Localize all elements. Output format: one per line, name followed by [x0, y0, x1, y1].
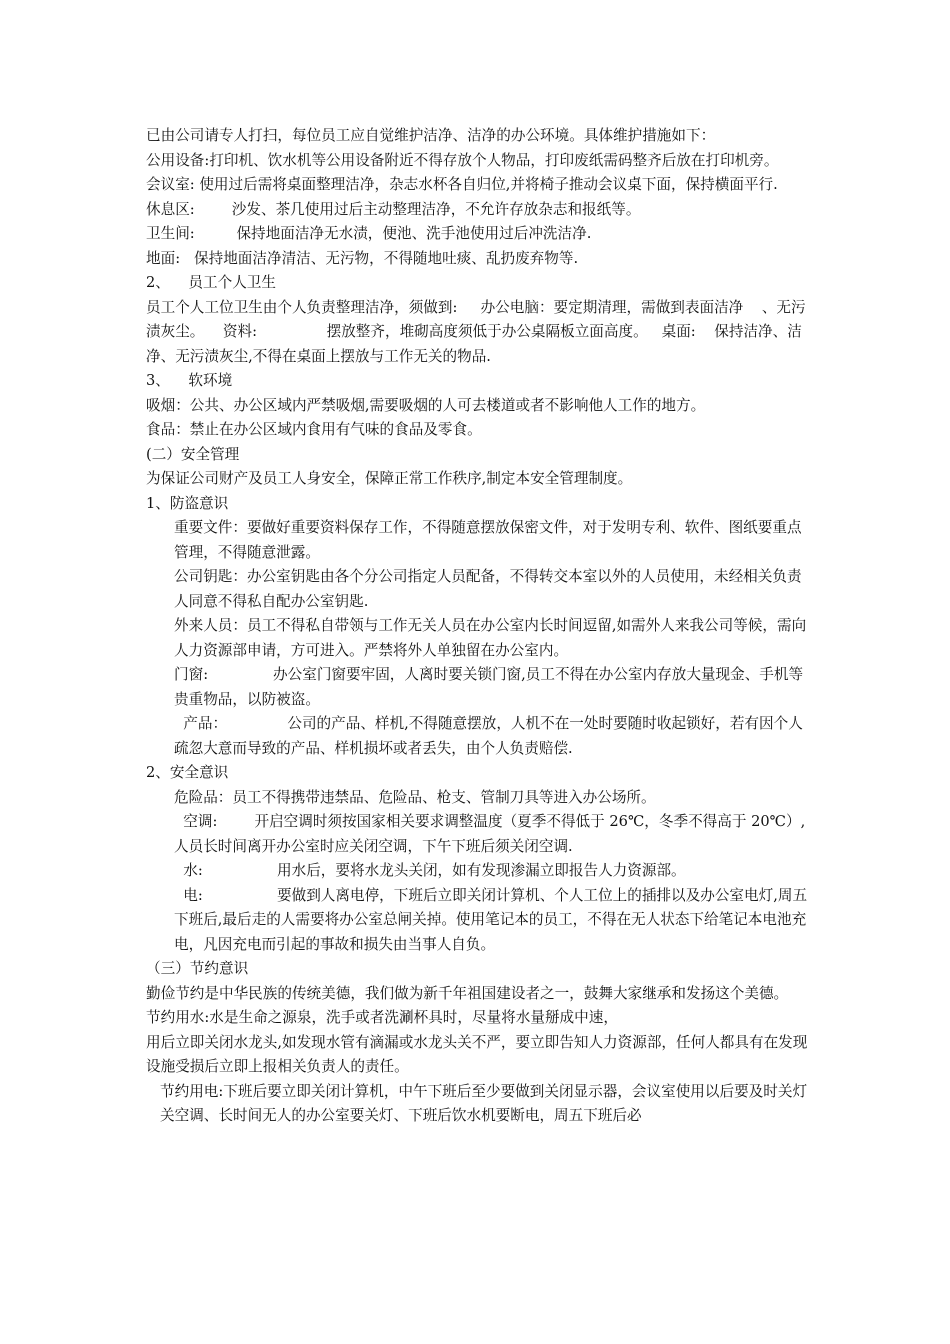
paragraph: 空调: 开启空调时须按国家相关要求调整温度（夏季不得低于 26℃，冬季不得高于 20℃）,人员长时间离开办公室时应关闭空调，下午下班后须关闭空调. [174, 813, 806, 855]
paragraph: 危险品：员工不得携带违禁品、危险品、枪支、管制刀具等进入办公场所。 [174, 788, 656, 806]
document-body [146, 124, 811, 1129]
paragraph: 用后立即关闭水龙头,如发现水管有滴漏或水龙头关不严，要立即告知人力资源部，任何人都具有在发现设施受损后立即上报相关负责人的责任。 [146, 1033, 808, 1075]
paragraph: 水: 用水后，要将水龙头关闭，如有发现渗漏立即报告人力资源部。 [174, 862, 686, 879]
paragraph: 勤俭节约是中华民族的传统美德，我们做为新千年祖国建设者之一，鼓舞大家继承和发扬这个美德。 [146, 984, 789, 1002]
paragraph: 门窗: 办公室门窗要牢固，人离时要关锁门窗,员工不得在办公室内存放大量现金、手机等贵重物品，以防被盗。 [174, 666, 804, 708]
paragraph: 食品：禁止在办公区域内食用有气味的食品及零食。 [146, 421, 482, 438]
paragraph: 地面: 保持地面洁净清洁、无污物，不得随地吐痰、乱扔废弃物等. [146, 249, 579, 267]
paragraph: 会议室: 使用过后需将桌面整理洁净，杂志水杯各自归位,并将椅子推动会议桌下面，保持横面平行. [146, 176, 778, 193]
section-heading: 3、 软环境 [146, 372, 233, 389]
paragraph: 节约用电:下班后要立即关闭计算机，中午下班后至少要做到关闭显示器，会议室使用以后要及时关灯关空调、长时间无人的办公室要关灯、下班后饮水机要断电，周五下班后必 [160, 1082, 808, 1124]
paragraph: 外来人员：员工不得私自带领与工作无关人员在办公室内长时间逗留,如需外人来我公司等候，需向人力资源部申请，方可进入。严禁将外人单独留在办公室内。 [174, 617, 807, 659]
section-heading: 2、安全意识 [146, 764, 229, 781]
paragraph: 公用设备:打印机、饮水机等公用设备附近不得存放个人物品，打印废纸需码整齐后放在打印机旁。 [146, 151, 779, 169]
paragraph: 公司钥匙：办公室钥匙由各个分公司指定人员配备，不得转交本室以外的人员使用，未经相关负责人同意不得私自配办公室钥匙. [174, 568, 802, 610]
section-heading: (二）安全管理 [146, 445, 240, 463]
paragraph: 休息区: 沙发、茶几使用过后主动整理洁净，不允许存放杂志和报纸等。 [146, 200, 641, 218]
paragraph: 节约用水:水是生命之源泉，洗手或者洗涮杯具时，尽量将水量掰成中速， [146, 1009, 618, 1026]
paragraph: 为保证公司财产及员工人身安全，保障正常工作秩序,制定本安全管理制度。 [146, 470, 633, 487]
paragraph: 员工个人工位卫生由个人负责整理洁净，须做到: 办公电脑：要定期清理，需做到表面洁净 、无污渍灰尘。 资料: 摆放整齐，堆砌高度须低于办公桌隔板立面高度。 桌面: 保持洁净、洁净、无污渍灰尘,不得在桌面上摆放与工作无关的物品. [146, 298, 806, 365]
paragraph: 产品： 公司的产品、样机,不得随意摆放，人机不在一处时要随时收起锁好，若有因个人疏忽大意而导致的产品、样机损坏或者丢失，由个人负责赔偿. [174, 715, 803, 757]
section-heading: 1、防盗意识 [146, 494, 229, 512]
paragraph: 卫生间: 保持地面洁净无水渍，便池、洗手池使用过后冲洗洁净. [146, 225, 592, 242]
section-heading: 2、 员工个人卫生 [146, 274, 276, 291]
section-heading: （三）节约意识 [146, 960, 249, 977]
paragraph: 吸烟：公共、办公区域内严禁吸烟,需要吸烟的人可去楼道或者不影响他人工作的地方。 [146, 396, 706, 414]
paragraph: 电: 要做到人离电停，下班后立即关闭计算机、个人工位上的插排以及办公室电灯,周五下班后,最后走的人需要将办公室总闸关掉。使用笔记本的员工，不得在无人状态下给笔记本电池充电，凡因充电而引起的事故和损失由当事人自负。 [174, 886, 808, 953]
paragraph: 已由公司请专人打扫，每位员工应自觉维护洁净、洁净的办公环境。具体维护措施如下： [146, 127, 716, 144]
paragraph: 重要文件：要做好重要资料保存工作，不得随意摆放保密文件，对于发明专利、软件、图纸要重点管理，不得随意泄露。 [174, 519, 802, 561]
